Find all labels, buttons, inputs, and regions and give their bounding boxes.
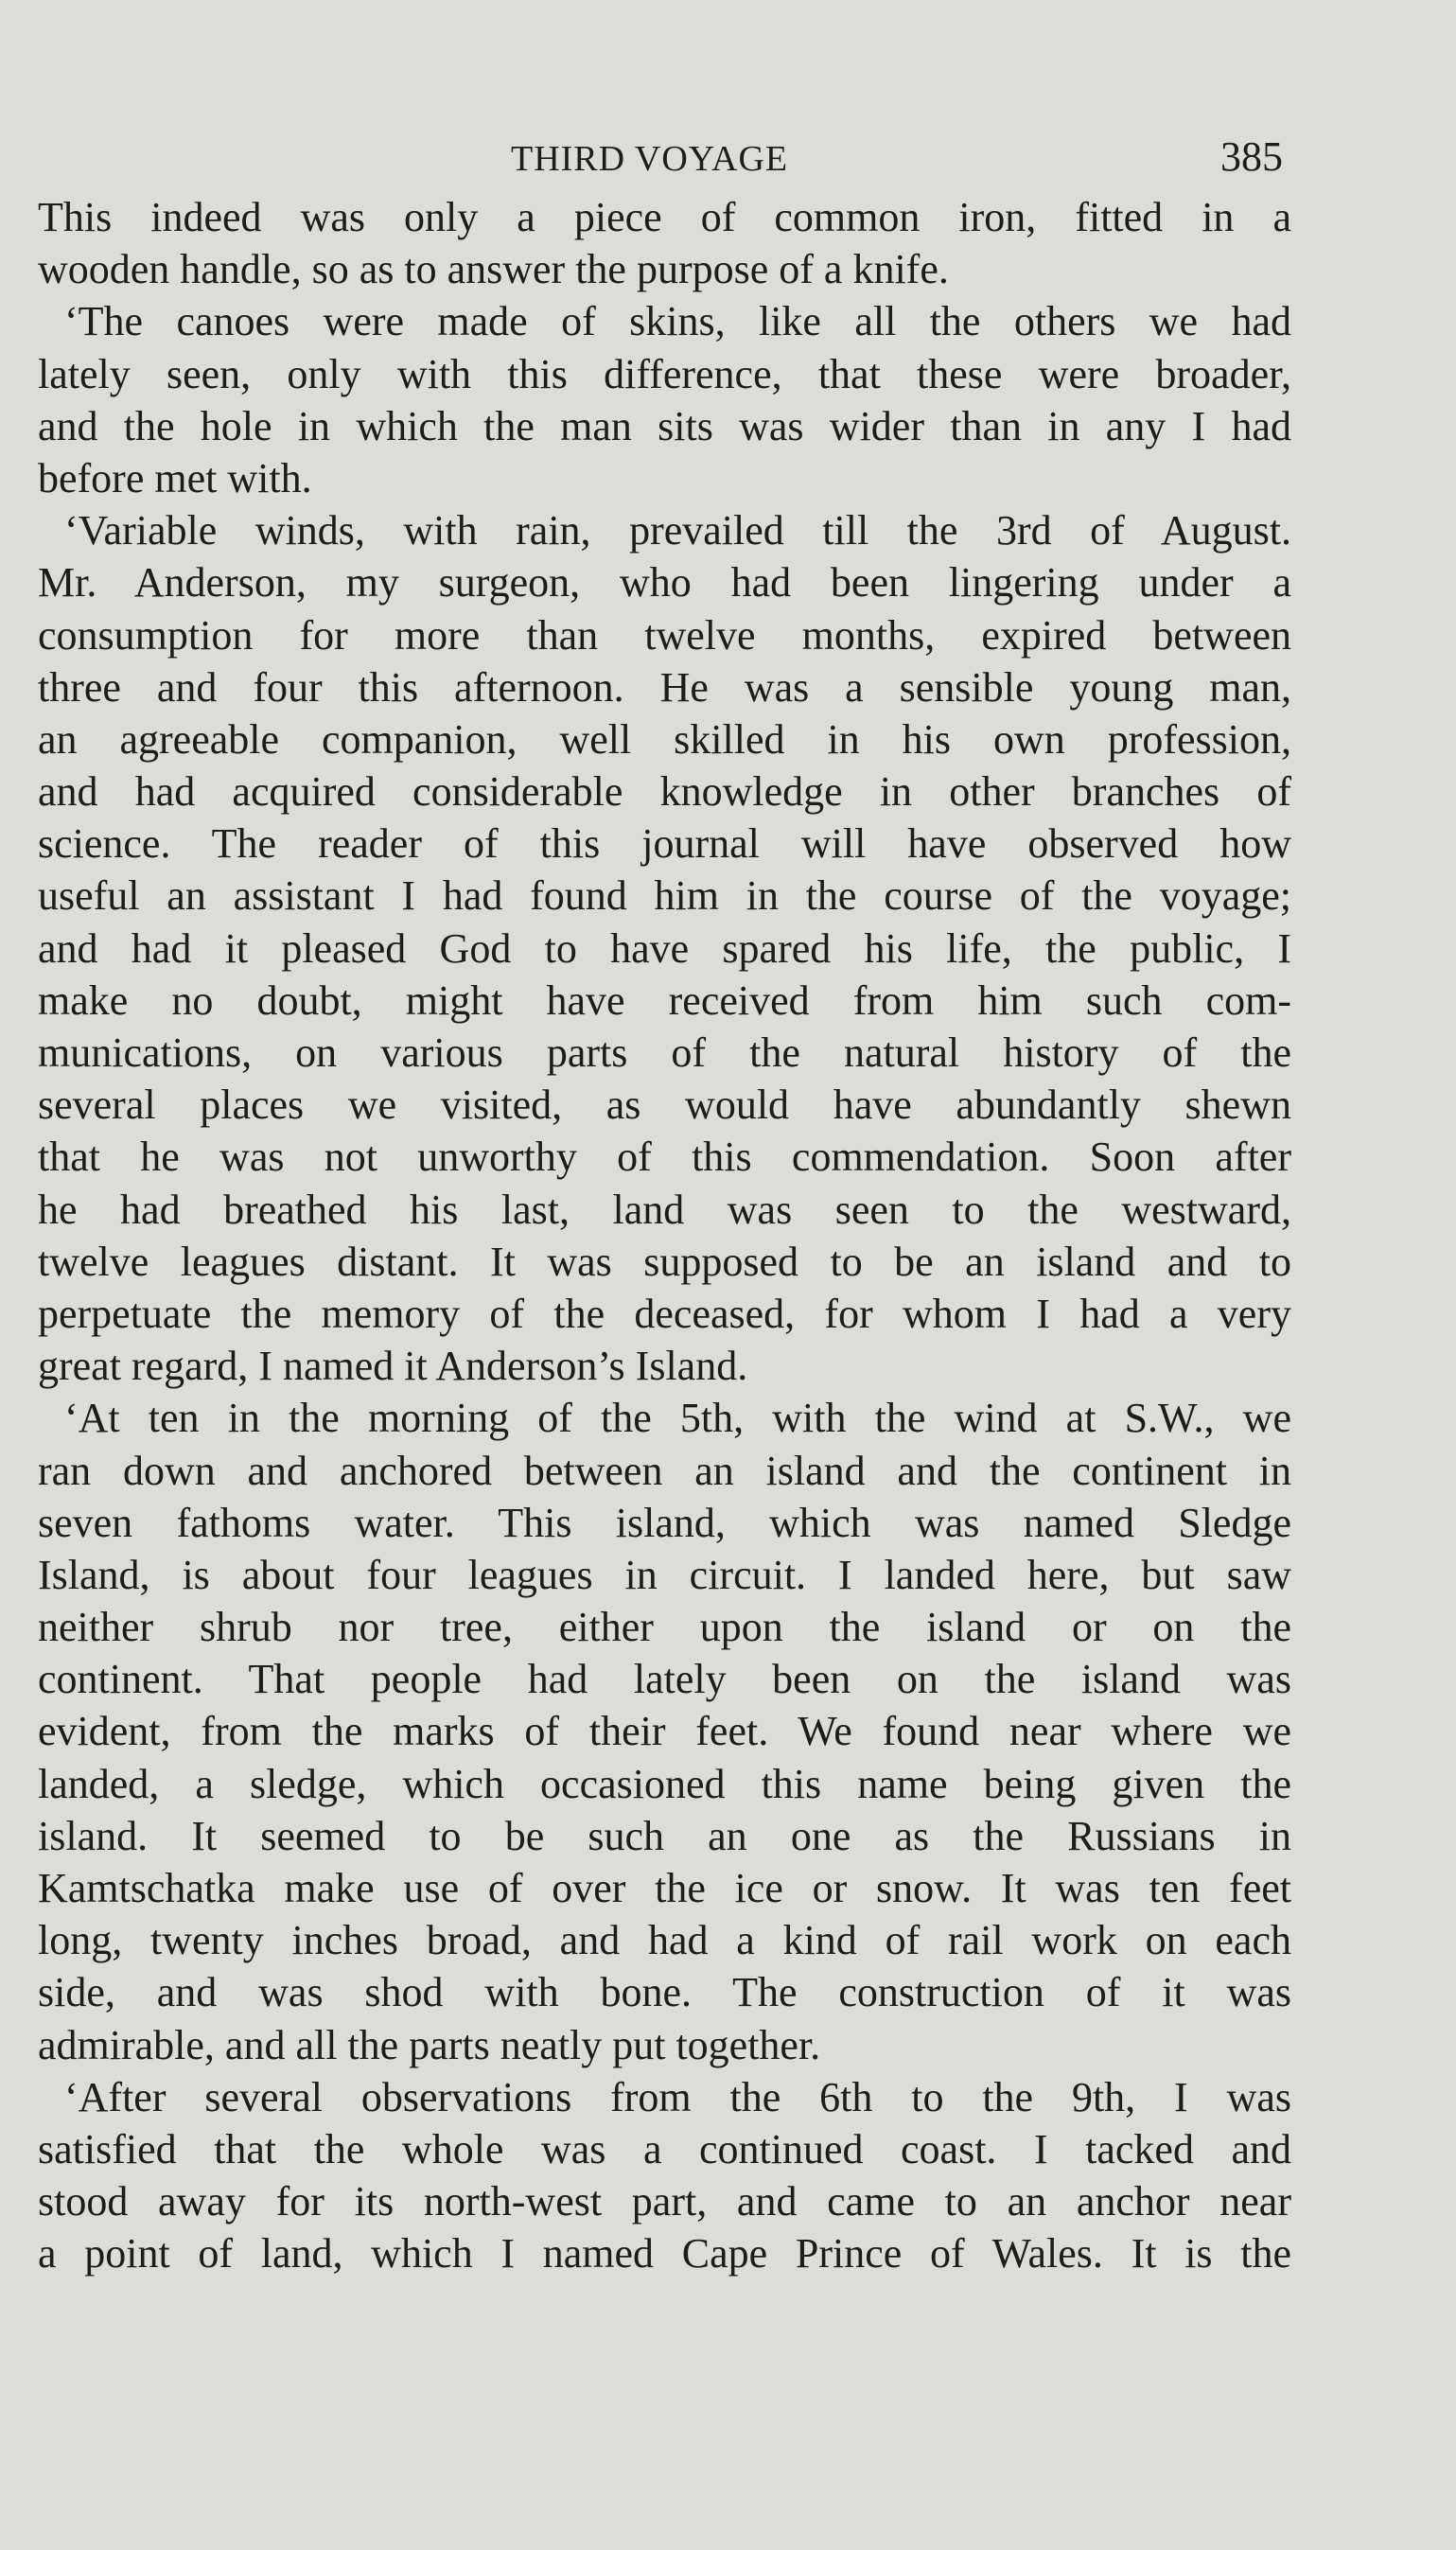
text-line: Kamtschatka make use of over the ice or snow. It was ten feet	[38, 1865, 1291, 1911]
text-line: stood away for its north-west part, and came to an anchor near	[38, 2178, 1291, 2225]
text-line: that he was not unworthy of this commendation. Soon after	[38, 1134, 1291, 1181]
text-line: useful an assistant I had found him in the course of the voyage;	[38, 872, 1291, 920]
text-line: three and four this afternoon. He was a sensible young man,	[38, 663, 1291, 711]
text-line: continent. That people had lately been on the island was	[38, 1656, 1291, 1703]
text-line: wooden handle, so as to answer the purpose of a knife.	[38, 246, 949, 293]
text-line: ‘At ten in the morning of the 5th, with the wind at S.W., we	[64, 1395, 1291, 1442]
text-line: several places we visited, as would have abundantly shewn	[38, 1082, 1291, 1129]
text-line: perpetuate the memory of the deceased, for whom I had a very	[38, 1290, 1291, 1337]
text-line: landed, a sledge, which occasioned this name being given the	[38, 1760, 1291, 1807]
text-line: neither shrub nor tree, either upon the island or on the	[38, 1604, 1291, 1651]
running-head	[0, 132, 1456, 185]
text-line: before met with.	[38, 454, 312, 501]
text-line: side, and was shod with bone. The construction of it was	[38, 1969, 1291, 2016]
text-line: twelve leagues distant. It was supposed to be an island and to	[38, 1238, 1291, 1285]
text-line: seven fathoms water. This island, which was named Sledge	[38, 1499, 1291, 1546]
text-line: ‘The canoes were made of skins, like all the others we had	[64, 298, 1291, 345]
text-line: admirable, and all the parts neatly put together.	[38, 2021, 821, 2068]
text-line: ran down and anchored between an island and the continent in	[38, 1447, 1291, 1494]
text-line: he had breathed his last, land was seen to the westward,	[38, 1186, 1291, 1233]
text-line: munications, on various parts of the natural history of the	[38, 1029, 1291, 1076]
running-title: THIRD VOYAGE	[511, 139, 789, 179]
text-line: and had acquired considerable knowledge in other branches of	[38, 768, 1291, 816]
text-line: science. The reader of this journal will have observed how	[38, 820, 1291, 868]
text-line: an agreeable companion, well skilled in his own profession,	[38, 715, 1291, 763]
text-line: Mr. Anderson, my surgeon, who had been lingering under a	[38, 559, 1291, 607]
text-line: and had it pleased God to have spared his life, the public, I	[38, 924, 1291, 972]
text-line: satisfied that the whole was a continued coast. I tacked and	[38, 2125, 1291, 2172]
text-line: Island, is about four leagues in circuit. I landed here, but saw	[38, 1551, 1291, 1598]
text-line: a point of land, which I named Cape Prince of Wales. It is the	[38, 2230, 1291, 2277]
text-line: consumption for more than twelve months, expired between	[38, 611, 1291, 659]
text-line: ‘Variable winds, with rain, prevailed till the 3rd of August.	[64, 507, 1291, 554]
text-line: long, twenty inches broad, and had a kind of rail work on each	[38, 1917, 1291, 1964]
text-line: ‘After several observations from the 6th to the 9th, I was	[64, 2073, 1291, 2120]
text-line: great regard, I named it Anderson’s Island.	[38, 1343, 748, 1390]
text-line: This indeed was only a piece of common iron, fitted in a	[38, 194, 1291, 240]
text-line: and the hole in which the man sits was wider than in any I had	[38, 402, 1291, 449]
body-text	[38, 191, 1291, 2280]
text-line: make no doubt, might have received from him such com-	[38, 976, 1291, 1024]
page-number: 385	[1220, 133, 1283, 180]
text-line: evident, from the marks of their feet. We found near where we	[38, 1708, 1291, 1755]
text-line: lately seen, only with this difference, that these were broader,	[38, 350, 1291, 397]
text-line: island. It seemed to be such an one as the Russians in	[38, 1812, 1291, 1859]
